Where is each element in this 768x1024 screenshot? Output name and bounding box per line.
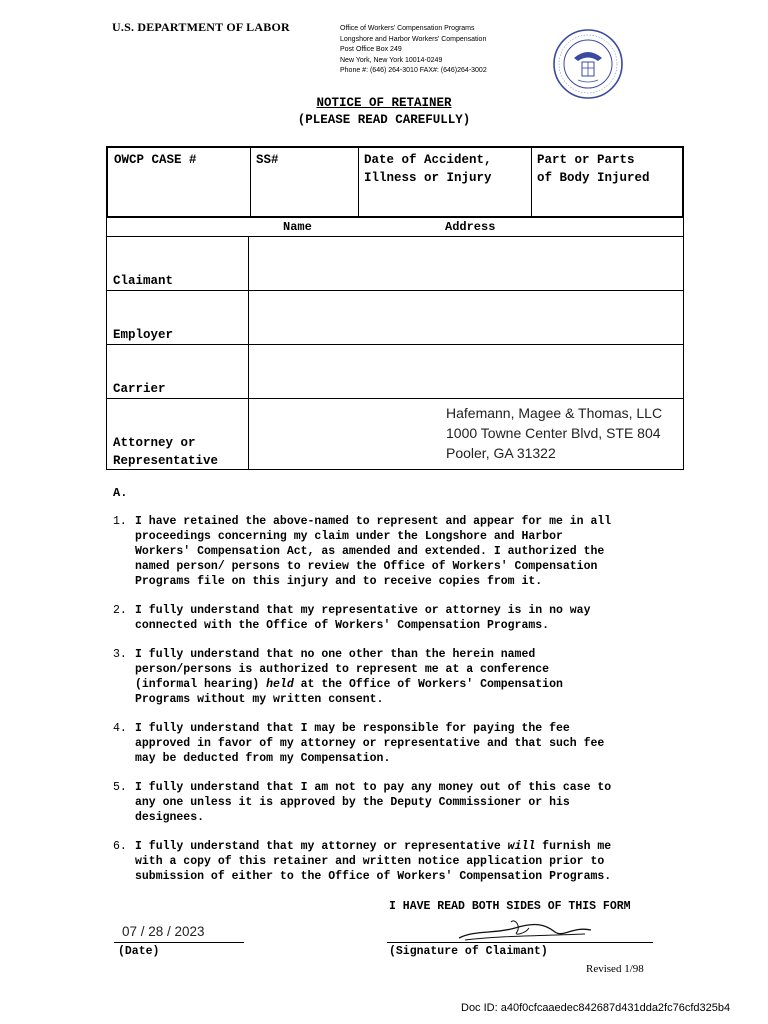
document-id: Doc ID: a40f0cfcaaedec842687d431dda2fc76cfd325b4 [461,1002,731,1014]
department-title: U.S. DEPARTMENT OF LABOR [112,20,290,34]
item-number: 3. [113,648,127,661]
item-number: 2. [113,604,127,617]
signature-line [387,942,653,943]
row-divider [107,236,683,237]
address-column-header: Address [445,220,496,234]
item-text: I fully understand that I may be responsible for paying the fee approved in favor of my attorney or representative and that such fee may be deducted from my Compensation. [135,722,605,765]
item-number: 6. [113,840,127,853]
date-label: (Date) [118,945,160,958]
revision-note: Revised 1/98 [586,963,644,975]
date-value: 07 / 28 / 2023 [122,924,205,939]
acknowledgement-list [113,514,673,898]
office-address [340,24,487,77]
case-info-table [106,146,684,218]
date-of-accident-header: Date of Accident, Illness or Injury [364,153,492,185]
employer-label: Employer [113,328,174,342]
item-text: I fully understand that I am not to pay any money out of this case to any one unless it is approved by the Deputy Commissioner or his designees. [135,781,612,824]
attorney-label: Attorney or Representative [113,436,219,468]
date-line [114,942,244,943]
item-text: I have retained the above-named to represent and appear for me in all proceedings concerning my claim under the Longshore and Harbor Workers' Compensation Act, as amended and extended. I authorized the named person/ persons to review the Office of Workers' Compensation Programs file on this injury and to receive copies from it. [135,515,612,588]
claimant-label: Claimant [113,274,174,288]
parties-table [106,218,684,470]
form-title: NOTICE OF RETAINER [316,96,452,110]
list-item [113,721,673,766]
address-line: Phone #: (646) 264-3010 FAX#: (646)264-3002 [340,67,487,74]
owcp-case-header: OWCP CASE # [114,153,197,167]
list-item [113,780,673,825]
form-subtitle: (PLEASE READ CAREFULLY) [297,113,471,127]
list-item [113,514,673,589]
read-both-sides-statement: I HAVE READ BOTH SIDES OF THIS FORM [389,900,631,913]
address-line: Longshore and Harbor Workers' Compensation [340,35,487,43]
row-divider [107,398,683,399]
item-number: 4. [113,722,127,735]
body-parts-header: Part or Parts of Body Injured [537,153,650,185]
item-text: I fully understand that my attorney or representative will furnish me with a copy of this retainer and written notice application prior to submission of either to the Office of Workers' Compensation Programs. [135,840,612,883]
ssn-header: SS# [256,153,279,167]
row-divider [107,344,683,345]
carrier-label: Carrier [113,382,166,396]
address-line: Post Office Box 249 [340,46,402,53]
address-line: New York, New York 10014-0249 [340,56,443,64]
item-number: 1. [113,515,127,528]
attorney-name-address: Hafemann, Magee & Thomas, LLC 1000 Towne Center Blvd, STE 804 Pooler, GA 31322 [446,405,663,461]
item-text: I fully understand that my representative or attorney is in no way connected with the Office of Workers' Compensation Programs. [135,604,591,632]
list-item [113,603,673,633]
section-a-label: A. [113,486,128,500]
item-text: I fully understand that no one other than the herein named person/persons is authorized to represent me at a conference (informal hearing) held at the Office of Workers' Compensation Programs without my written consent. [135,648,563,706]
department-of-labor-seal-icon [552,28,624,100]
address-line: Office of Workers' Compensation Programs [340,25,475,32]
list-item [113,839,673,884]
signature-label: (Signature of Claimant) [389,945,548,958]
list-item [113,647,673,707]
item-number: 5. [113,781,127,794]
column-divider [248,236,249,470]
row-divider [107,290,683,291]
name-column-header: Name [283,220,312,234]
